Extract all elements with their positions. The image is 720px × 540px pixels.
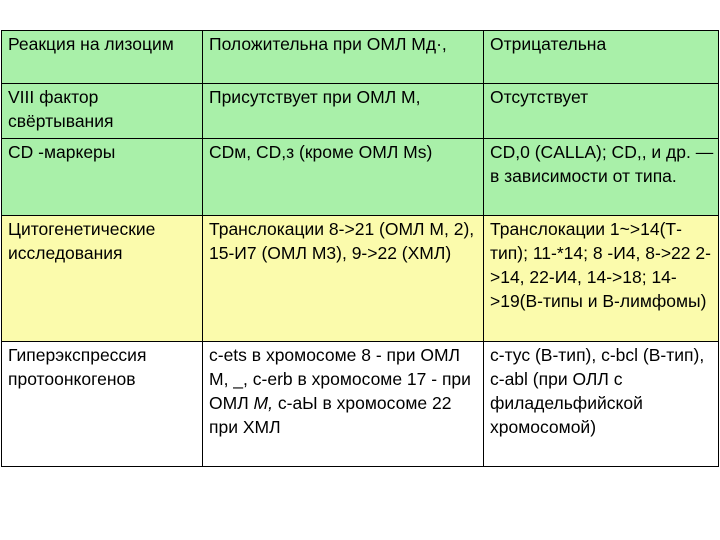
table-cell: Присутствует при ОМЛ М, — [203, 84, 484, 139]
table-cell: Положительна при ОМЛ Мд·, — [203, 31, 484, 84]
row-header-cell: Цитогенетические исследования — [2, 216, 203, 342]
row-header-cell: CD -маркеры — [2, 139, 203, 216]
table-cell: CD,0 (CALLA); CD,, и др. — в зависимости от типа. — [484, 139, 719, 216]
table-row — [2, 216, 719, 342]
cell-text-tail: c-aЫ в хромосоме 22 при ХМЛ — [209, 393, 452, 437]
table-row — [2, 31, 719, 84]
table-cell: Отрицательна — [484, 31, 719, 84]
table-row — [2, 139, 719, 216]
table-row — [2, 342, 719, 467]
row-header-cell: Реакция на лизоцим — [2, 31, 203, 84]
row-header-cell: VIII фактор свёртывания — [2, 84, 203, 139]
comparison-table — [1, 30, 719, 467]
table-cell: Транслокации 8->21 (ОМЛ М, 2), 15-И7 (ОМЛ М3), 9->22 (ХМЛ) — [203, 216, 484, 342]
cell-text: c-ets в хромосоме 8 - при ОМЛ М, _, c-erb в хромосоме 17 - при ОМЛ — [209, 345, 471, 413]
table-cell — [203, 342, 484, 467]
table-cell: Транслокации 1~>14(Т-тип); 11-*14; 8 -И4, 8->22 2->14, 22-И4, 14->18; 14->19(В-типы и В-лимфомы) — [484, 216, 719, 342]
italic-text: М, — [253, 393, 273, 413]
row-header-cell: Гиперэкспрессия протоонкогенов — [2, 342, 203, 467]
table-cell: Отсутствует — [484, 84, 719, 139]
table-cell: CDм, CD,з (кроме ОМЛ Мs) — [203, 139, 484, 216]
table-row — [2, 84, 719, 139]
table-cell: c-тус (В-тип), c-bcl (В-тип), c-abl (при ОЛЛ с филадельфийской хромосомой) — [484, 342, 719, 467]
